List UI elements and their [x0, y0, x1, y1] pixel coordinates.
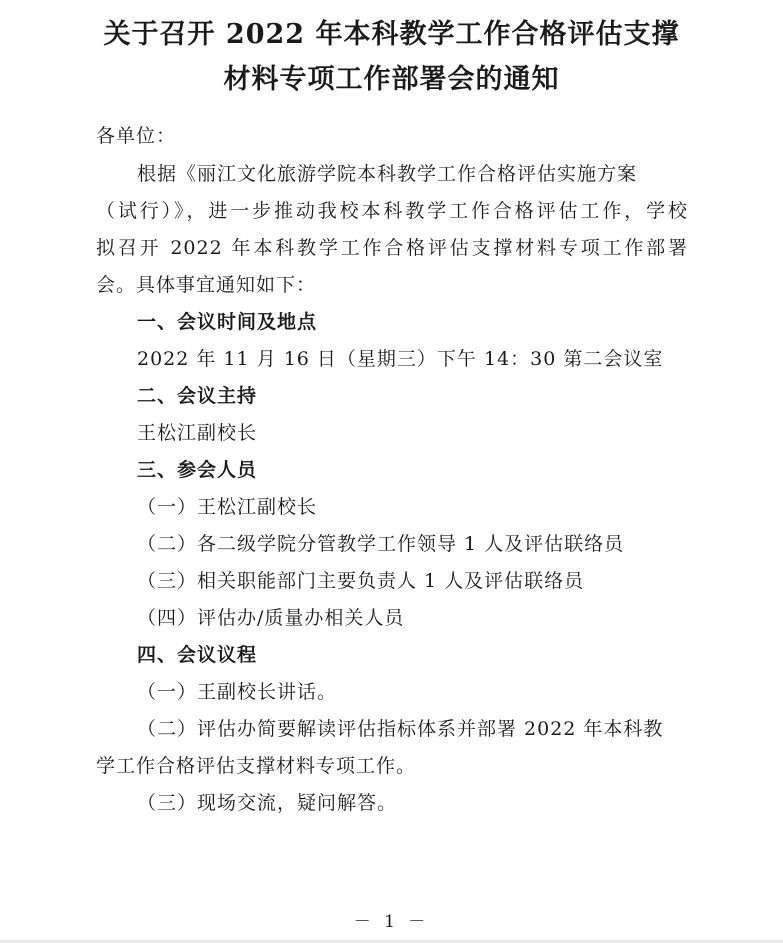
- intro-line-4: 会。具体事宜通知如下：: [96, 274, 317, 296]
- section-4-item-2: （二）评估办简要解读评估指标体系并部署 2022 年本科教: [137, 718, 664, 740]
- section-3-item-4: （四）评估办/质量办相关人员: [137, 607, 405, 629]
- section-3-item-2: （二）各二级学院分管教学工作领导 1 人及评估联络员: [137, 533, 625, 555]
- section-3-heading: 三、参会人员: [137, 459, 258, 481]
- section-1-content: 2022 年 11 月 16 日（星期三）下午 14：30 第二会议室: [137, 348, 664, 370]
- intro-line-3: 拟召开 2022 年本科教学工作合格评估支撑材料专项工作部署: [96, 237, 688, 259]
- section-4-item-2-continued: 学工作合格评估支撑材料专项工作。: [96, 755, 417, 777]
- document-title-line-2: 材料专项工作部署会的通知: [223, 64, 560, 95]
- section-4-item-1: （一）王副校长讲话。: [137, 681, 338, 703]
- section-3-item-1: （一）王松江副校长: [137, 496, 318, 518]
- intro-line-2: （试行）》，进一步推动我校本科教学工作合格评估工作，学校: [96, 200, 688, 222]
- section-4-heading: 四、会议议程: [137, 644, 258, 666]
- page-number: － 1 －: [353, 912, 430, 932]
- section-1-heading: 一、会议时间及地点: [137, 311, 318, 333]
- intro-line-1: 根据《丽江文化旅游学院本科教学工作合格评估实施方案: [137, 163, 638, 185]
- section-4-item-3: （三）现场交流，疑问解答。: [137, 792, 398, 814]
- section-2-heading: 二、会议主持: [137, 385, 258, 407]
- section-3-item-3: （三）相关职能部门主要负责人 1 人及评估联络员: [137, 570, 585, 592]
- salutation: 各单位：: [96, 125, 177, 147]
- document-title-line-1: 关于召开 2022 年本科教学工作合格评估支撑: [103, 19, 680, 50]
- section-2-content: 王松江副校长: [137, 422, 258, 444]
